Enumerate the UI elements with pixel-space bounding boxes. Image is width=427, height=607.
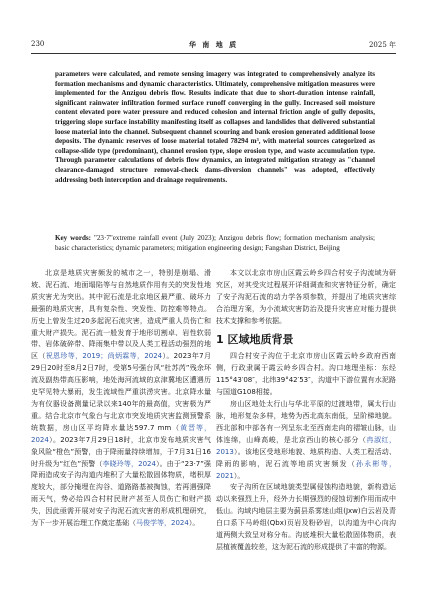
- citation-link[interactable]: 黄晋等，2024: [31, 423, 211, 444]
- location-paragraph: 四合村安子沟位于北京市房山区霞云岭乡政府西南侧，行政隶属于霞云岭乡四合村。沟口地理坐标：东经115°43′08″，北纬39°42′53″，沟道中下游位置有水泥路与国道G108相接。: [216, 352, 396, 397]
- citation-link[interactable]: 孙永彬等，2021: [216, 459, 397, 480]
- purpose-paragraph: 本文以北京市房山区霞云岭乡四合村安子沟流域为研究区，对其受灾过程展开详细调查和灾害特征分析，确定了安子沟泥石流的动力学各项参数，并提出了地质灾害综合治理方案，为小流域灾害防治及提升灾害应对能力提供技术支撑和参考依据。: [216, 269, 396, 325]
- citation-link[interactable]: 李晓玲等，2024: [102, 459, 156, 468]
- keywords-text: "23·7"extreme rainfall event (July 2023); Anzigou debris flow; formation mechanism analysis; basic characteristics; dynamic parameters; mitigation engineering design; Fangshan District, Beijing: [55, 234, 376, 252]
- text-run: ）。: [188, 519, 200, 528]
- geology-paragraph: 安子沟所在区域地貌类型属侵蚀构造地貌，新构造运动以来强烈上升，经外力长期强烈的侵蚀切割作用而成中低山。沟域内地层主要为蓟县系雾迷山组(Jxw)白云岩及青白口系下马岭组(Qbx)页岩及粉砂岩，以沟道为中心向沟道两侧大致呈对称分布。沟底堆积大量松散固体物质，表层植被覆盖较差，这为泥石流的形成提供了丰富的物源。: [216, 483, 396, 551]
- left-column: [31, 268, 211, 530]
- header-rule: [31, 53, 396, 54]
- text-run: 北京是地质灾害频发的城市之一，特别是崩塌、滑坡、泥石流、地面塌陷等与自然地质作用有关的突发性地质灾害尤为突出。其中泥石流是北京地区最严重、破坏力最强的地质灾害，具有复杂性、突发性、防控难等特点。历史上曾发生过20多起泥石流灾害，造成严重人员伤亡和重大财产损失。泥石流一般发育于地形切割卓、岩性软弱带、岩体破碎带、降雨集中带以及人类工程活动强烈的地区（: [31, 269, 211, 361]
- right-column: [216, 268, 396, 554]
- issue-year: 2025 年: [368, 41, 396, 49]
- text-run: ）。由于“23·7”强降雨造成安子沟沟道内堆积了大量松散固体物质，堵积厚度较大，部分掩埋在沟谷、道路路基被掏蚀，若再遇强降雨天气，势必给四合村村民财产甚至人员伤亡和财产损失，因此亟需开展对安子沟泥石流灾害的形成机理研究，为下一步开展治理工作奠定基础（: [31, 459, 211, 528]
- text-run: ）。2023年7月29日20时至8月2日7时，受第5号强台风“杜苏芮”残余环流及副热带高压影响，地处海河流域的京津冀地区遭遇历史罕见特大暴雨，发生流域性严重洪涝灾害。北京降水量为有仪器设备测量记录以来140年的最高值，灾害极为严重。结合北京市气象台与北京市突发地质灾害监测预警系统数据，房山区平均降水量达597.7 mm（: [31, 352, 211, 432]
- citation-link[interactable]: 冉淑红，2013: [216, 435, 397, 456]
- citation-link[interactable]: 马俊学等，2024: [136, 519, 189, 528]
- text-run: ）。2023年7月29日18时，北京市发布地质灾害气象风险“橙色”预警，由于降雨量持续增加，于7月31日16时升级为“红色”预警（: [31, 435, 211, 468]
- journal-title: 华 南 地 质: [188, 40, 239, 49]
- terrain-paragraph: [216, 399, 396, 482]
- intro-paragraph: [31, 268, 211, 530]
- text-run: ）。: [233, 471, 245, 480]
- section-heading: 1 区域地质背景: [216, 332, 294, 346]
- english-abstract: parameters were calculated, and remote sensing imagery was integrated to comprehensively analyze its formation mechanisms and dynamic characteristics. Ultimately, comprehensive mitigation measures were implemented for the Anzigou debris flow. Results indicate that due to short-duration intense rainfall, significant rainwater infiltration formed surface runoff converging in the gully. Increased soil moisture content elevated pore water pressure and reduced cohesion and internal friction angle of gully deposits, triggering slope surface instability manifesting itself as collapses and landslides that delivered substantial loose material into the channel. Subsequent channel scouring and bank erosion generated additional loose deposits. The dynamic reserves of loose material totaled 78294 m³, with material sources categorized as collapse-slide type (predominant), channel erosion type, slope erosion type, and waste accumulation type. Through parameter calculations of debris flow dynamics, an integrated mitigation strategy as "channel clearance-damaged structure removal-check dams-diversion channels" was adopted, effectively addressing both interception and drainage requirements.: [55, 70, 375, 184]
- citation-link[interactable]: 祝恩珍等，2019；尚炳霖等，2024: [45, 352, 163, 361]
- page-number: 230: [31, 40, 45, 48]
- text-run: ）。该地区受地形地貌、地质构造、人类工程活动、降雨的影响，泥石流等地质灾害频发（: [216, 447, 396, 468]
- text-run: 房山区地处太行山与华北平原的过渡地带，属太行山脉，地形复杂多样，地势为西北高东南低，呈阶梯地貌。西北部和中部各有一列呈东北至西南走向的褶皱山脉，山体连绵，山峰高峻，是北京西山的核心部分（: [216, 400, 396, 444]
- running-header: [31, 40, 396, 54]
- keywords: [55, 234, 375, 253]
- keywords-label: Key words:: [55, 234, 92, 242]
